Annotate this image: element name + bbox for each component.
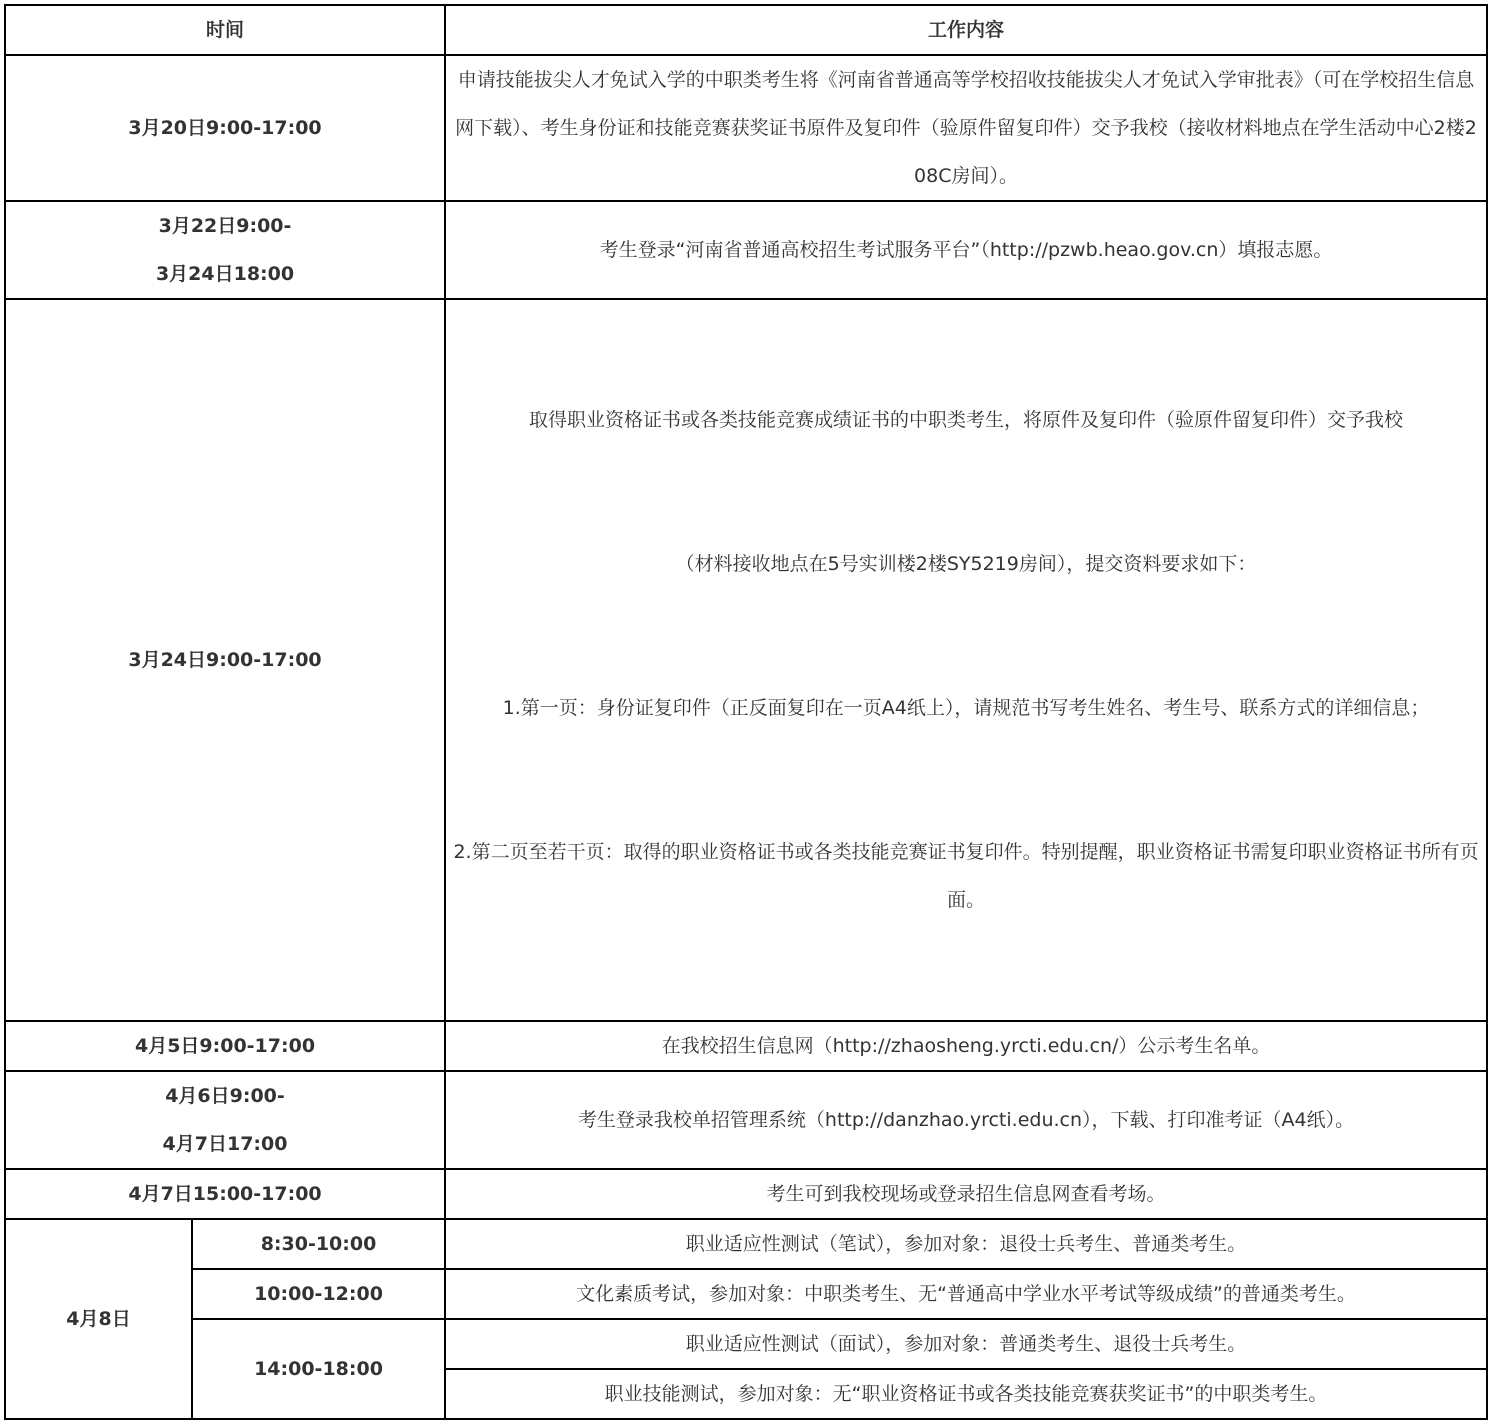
row-time-line: 3月22日9:00- — [158, 215, 292, 237]
row-time-line: 3月24日18:00 — [155, 263, 295, 285]
content-paragraph: 1.第一页：身份证复印件（正反面复印在一页A4纸上），请规范书写考生姓名、考生号、联系方式的详细信息； — [502, 697, 1430, 719]
session-time: 10:00-12:00 — [192, 1269, 445, 1319]
table-row — [5, 1319, 1487, 1369]
content-paragraph: （材料接收地点在5号实训楼2楼SY5219房间），提交资料要求如下： — [675, 553, 1257, 575]
row-content: 考生登录“河南省普通高校招生考试服务平台”（http://pzwb.heao.gov.cn）填报志愿。 — [445, 201, 1487, 299]
header-time: 时间 — [5, 5, 445, 55]
table-row — [5, 1169, 1487, 1219]
session-content: 职业适应性测试（面试），参加对象：普通类考生、退役士兵考生。 — [445, 1319, 1487, 1369]
row-time: 4月5日9:00-17:00 — [5, 1021, 445, 1071]
exam-date: 4月8日 — [5, 1219, 192, 1419]
table-row — [5, 201, 1487, 299]
session-content: 职业适应性测试（笔试），参加对象：退役士兵考生、普通类考生。 — [445, 1219, 1487, 1269]
row-content: 在我校招生信息网（http://zhaosheng.yrcti.edu.cn/）公示考生名单。 — [445, 1021, 1487, 1071]
row-time — [5, 201, 445, 299]
session-time: 8:30-10:00 — [192, 1219, 445, 1269]
table-row — [5, 1071, 1487, 1169]
row-time: 3月20日9:00-17:00 — [5, 55, 445, 201]
table-row — [5, 1269, 1487, 1319]
table-header-row — [5, 5, 1487, 55]
table-row — [5, 55, 1487, 201]
schedule-table — [4, 4, 1488, 1420]
session-content: 文化素质考试，参加对象：中职类考生、无“普通高中学业水平考试等级成绩”的普通类考生。 — [445, 1269, 1487, 1319]
row-time-line: 4月6日9:00- — [165, 1085, 285, 1107]
row-time: 3月24日9:00-17:00 — [5, 299, 445, 1021]
row-content: 考生登录我校单招管理系统（http://danzhao.yrcti.edu.cn），下载、打印准考证（A4纸）。 — [445, 1071, 1487, 1169]
content-paragraph: 取得职业资格证书或各类技能竞赛成绩证书的中职类考生，将原件及复印件（验原件留复印件）交予我校 — [529, 409, 1404, 431]
header-content: 工作内容 — [445, 5, 1487, 55]
row-content: 申请技能拔尖人才免试入学的中职类考生将《河南省普通高等学校招收技能拔尖人才免试入学审批表》（可在学校招生信息网下载）、考生身份证和技能竞赛获奖证书原件及复印件（验原件留复印件）交予我校（接收材料地点在学生活动中心2楼208C房间）。 — [445, 55, 1487, 201]
table-row — [5, 1021, 1487, 1071]
table-row — [5, 299, 1487, 1021]
row-time: 4月7日15:00-17:00 — [5, 1169, 445, 1219]
session-content: 职业技能测试，参加对象：无“职业资格证书或各类技能竞赛获奖证书”的中职类考生。 — [445, 1369, 1487, 1419]
session-time: 14:00-18:00 — [192, 1319, 445, 1419]
table-row — [5, 1219, 1487, 1269]
row-content: 考生可到我校现场或登录招生信息网查看考场。 — [445, 1169, 1487, 1219]
row-time — [5, 1071, 445, 1169]
row-content — [445, 299, 1487, 1021]
content-paragraph: 2.第二页至若干页：取得的职业资格证书或各类技能竞赛证书复印件。特别提醒，职业资格证书需复印职业资格证书所有页面。 — [453, 841, 1479, 911]
row-time-line: 4月7日17:00 — [162, 1133, 288, 1155]
